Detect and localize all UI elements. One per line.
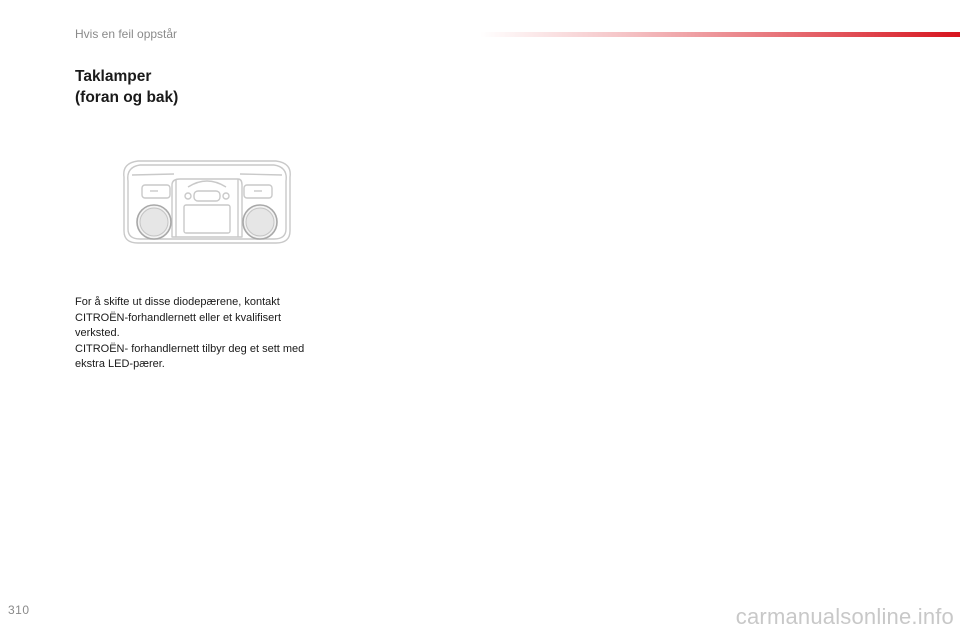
page-number: 310 [8, 603, 30, 617]
watermark[interactable]: carmanualsonline.info [735, 604, 954, 629]
paragraph-2 [75, 342, 350, 373]
section-header: Hvis en feil oppstår [75, 27, 178, 41]
title-line-1: Taklamper [75, 68, 152, 85]
title-line-2: (foran og bak) [75, 89, 179, 106]
paragraph-1-line-1: For å skifte ut disse diodepærene, kontakt [75, 296, 280, 308]
paragraph-1 [75, 295, 350, 342]
paragraph-1-line-2: CITROËN-forhandlernett eller et kvalifisert [75, 311, 282, 324]
ceiling-lamp-illustration [114, 155, 300, 249]
header-accent-rule [480, 32, 960, 37]
paragraph-2-line-1: CITROËN- forhandlernett tilbyr deg et sett med [75, 342, 305, 355]
ceiling-lamp-unit-icon [114, 155, 300, 249]
paragraph-1-line-3: verksted. [75, 327, 120, 339]
body-text [75, 295, 350, 373]
paragraph-2-line-2: ekstra LED-pærer. [75, 358, 165, 370]
page-title [75, 66, 178, 108]
